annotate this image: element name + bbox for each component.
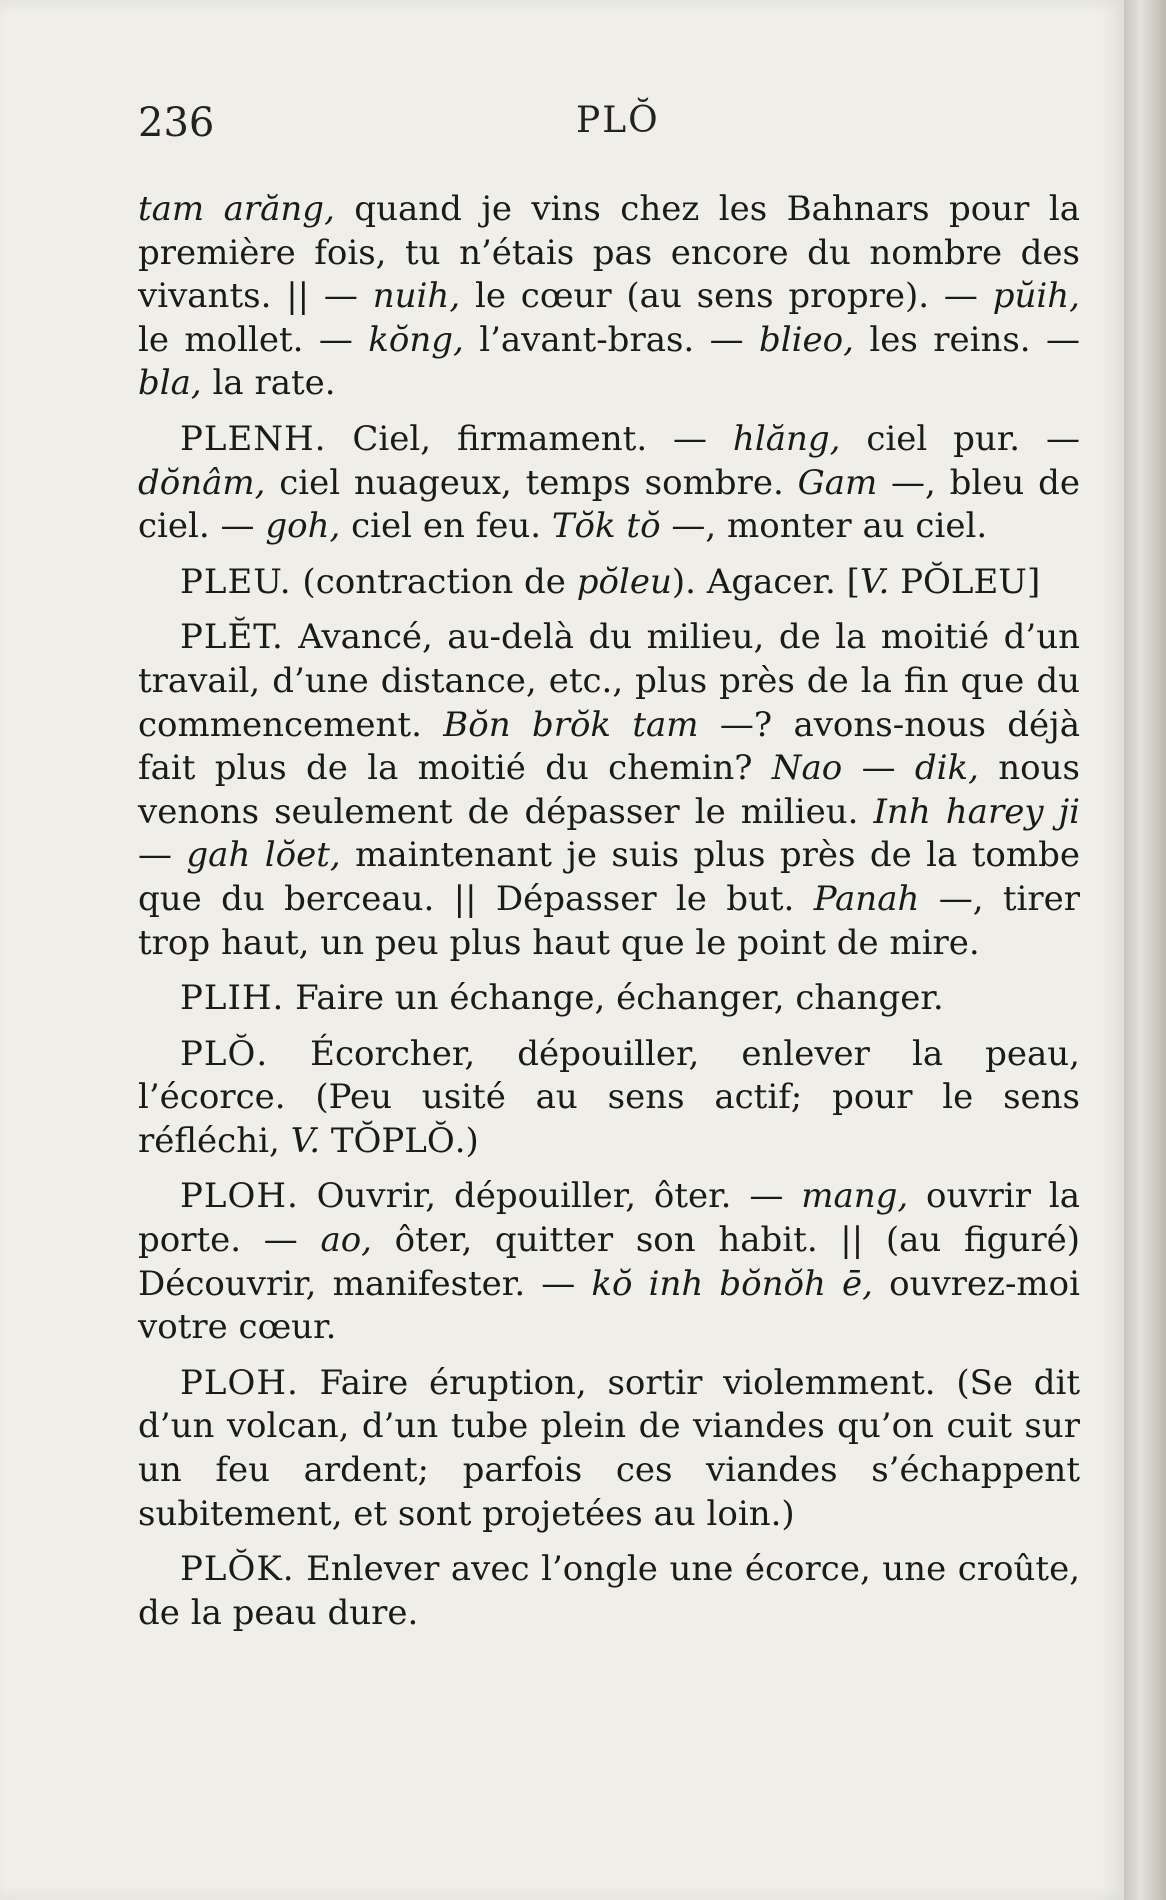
bahnar-term: pŭih, bbox=[992, 276, 1080, 317]
definition-text: —, bleu de ciel. — bbox=[138, 462, 1080, 547]
definition-text: Faire éruption, sortir violemment. (Se dit d’un volcan, d’un tube plein de viandes qu’on cuit sur un feu ardent; parfois ces viandes s’échappent subitement, et sont projetées au loin.) bbox=[138, 1362, 1080, 1534]
definition-text: —? avons-nous déjà fait plus de la moitié du chemin? bbox=[138, 704, 1080, 789]
definition-text: les reins. — bbox=[853, 319, 1080, 360]
bahnar-term: kŏng, bbox=[368, 319, 464, 360]
dictionary-text bbox=[138, 188, 1080, 1647]
definition-text: — bbox=[138, 835, 187, 876]
definition-text: —, tirer trop haut, un peu plus haut que le point de mire. bbox=[138, 878, 1080, 963]
bahnar-term: Nao bbox=[771, 748, 843, 789]
page-number: 236 bbox=[138, 100, 215, 146]
definition-text: ouvrir la porte. — bbox=[138, 1176, 1081, 1261]
bahnar-term: hlăng, bbox=[732, 418, 841, 459]
entry-headword: PLŎ. bbox=[180, 1033, 269, 1074]
bahnar-term: dŏnâm, bbox=[138, 462, 266, 503]
dictionary-entry bbox=[138, 1033, 1080, 1164]
definition-text: Écorcher, dépouiller, enlever la peau, l’écorce. (Peu usité au sens actif; pour le sens réfléchi, bbox=[138, 1033, 1080, 1161]
bahnar-term: bla, bbox=[138, 363, 202, 404]
definition-text: PŎLEU] bbox=[889, 561, 1041, 602]
bahnar-term: Gam bbox=[797, 462, 878, 503]
bahnar-term: goh, bbox=[265, 506, 341, 547]
bahnar-term: Inh harey ji bbox=[873, 791, 1080, 832]
definition-text: le mollet. — bbox=[138, 319, 369, 360]
definition-text: ciel nuageux, temps sombre. bbox=[265, 462, 798, 503]
definition-text: nous venons seulement de dépasser le milieu. bbox=[138, 748, 1080, 832]
definition-text: la rate. bbox=[201, 363, 336, 404]
continuation-paragraph bbox=[138, 188, 1080, 406]
dictionary-entry bbox=[138, 1362, 1080, 1536]
bahnar-term: nuih, bbox=[372, 276, 461, 317]
dictionary-entry bbox=[138, 977, 1080, 1021]
definition-text: le cœur (au sens propre). — bbox=[460, 276, 993, 317]
definition-text: ciel pur. — bbox=[840, 418, 1081, 459]
bahnar-term: ao, bbox=[320, 1220, 372, 1261]
bahnar-term: Panah bbox=[813, 878, 920, 919]
bahnar-term: gah lŏet, bbox=[186, 835, 341, 876]
definition-text: ciel en feu. bbox=[340, 506, 552, 547]
definition-text: maintenant je suis plus près de la tombe que du berceau. || Dépasser le but. bbox=[138, 835, 1080, 919]
entry-headword: PLENH. bbox=[180, 418, 327, 459]
definition-text: Ouvrir, dépouiller, ôter. — bbox=[298, 1176, 802, 1217]
bahnar-term: tam arăng, bbox=[138, 189, 335, 229]
definition-text: TŎPLŎ.) bbox=[320, 1120, 479, 1161]
bahnar-term: mang, bbox=[801, 1176, 909, 1217]
bahnar-term: V. bbox=[859, 561, 890, 602]
definition-text: Faire un échange, échanger, changer. bbox=[284, 978, 944, 1019]
entries-list bbox=[138, 418, 1080, 1635]
entry-headword: PLIH. bbox=[180, 978, 285, 1019]
dictionary-entry bbox=[138, 616, 1080, 965]
dictionary-entry bbox=[138, 1548, 1080, 1635]
definition-text: Ciel, firmament. — bbox=[326, 418, 733, 459]
dictionary-entry bbox=[138, 418, 1080, 549]
entry-headword: PLĔT. bbox=[180, 617, 284, 658]
page-edge bbox=[1124, 0, 1166, 1900]
definition-text: ouvrez-moi votre cœur. bbox=[138, 1263, 1081, 1348]
definition-text: —, monter au ciel. bbox=[660, 506, 988, 547]
bahnar-term: Tŏk tŏ bbox=[551, 506, 661, 547]
bahnar-term: V. bbox=[290, 1120, 321, 1161]
definition-text: Enlever avec l’ongle une écorce, une croûte, de la peau dure. bbox=[138, 1549, 1080, 1633]
definition-text: ôter, quitter son habit. || (au figuré) Découvrir, manifester. — bbox=[138, 1220, 1080, 1304]
entry-headword: PLOH. bbox=[180, 1362, 299, 1403]
entry-headword: PLŎK. bbox=[180, 1549, 295, 1590]
definition-text: l’avant-bras. — bbox=[463, 319, 760, 360]
dictionary-entry bbox=[138, 1175, 1080, 1349]
dictionary-entry bbox=[138, 561, 1080, 605]
running-head: PLŎ bbox=[576, 100, 660, 141]
bahnar-term: blieo, bbox=[759, 319, 854, 360]
bahnar-term: dik, bbox=[914, 748, 979, 789]
page-header bbox=[138, 100, 1078, 150]
definition-text: ). Agacer. [ bbox=[671, 561, 860, 602]
bahnar-term: kŏ inh bŏnŏh ē, bbox=[591, 1263, 873, 1304]
entry-headword: PLEU. bbox=[180, 561, 292, 602]
definition-text: quand je vins chez les Bahnars pour la première fois, tu n’étais pas encore du nombre des vivants. || — bbox=[138, 189, 1080, 317]
entry-headword: PLOH. bbox=[180, 1176, 299, 1217]
bahnar-term: pŏleu bbox=[576, 561, 672, 602]
bahnar-term: Bŏn brŏk tam bbox=[443, 704, 699, 745]
definition-text: (contraction de bbox=[291, 561, 577, 602]
definition-text: — bbox=[842, 748, 915, 789]
definition-text: Avancé, au-delà du milieu, de la moitié d’un travail, d’une distance, etc., plus près de la fin que du commencement. bbox=[138, 617, 1080, 745]
